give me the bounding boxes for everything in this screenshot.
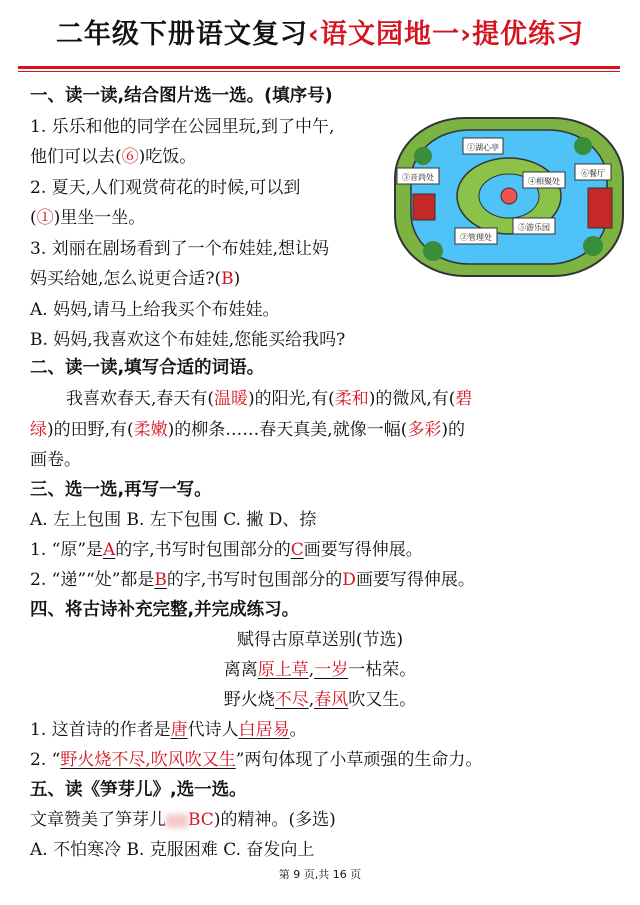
map-label: ④相聚处 [528,177,560,186]
answer: 野火烧不尽,吹风吹又生 [60,750,236,770]
title-sub: ‹语文园地一›提优练习 [307,19,585,50]
map-label: ②管理处 [460,233,492,242]
answer: ⑥ [121,147,139,167]
s2-line1: 我喜欢春天,春天有(温暖)的阳光,有(柔和)的微风,有(碧 [66,389,473,409]
answer: 碧 [455,389,473,409]
section-1-heading: 一、读一读,结合图片选一选。(填序号) [30,86,333,106]
s1-option-b: B. 妈妈,我喜欢这个布娃娃,您能买给我吗? [30,330,346,350]
answer: 不尽 [274,690,309,710]
s3-options: A. 左上包围 B. 左下包围 C. 撇 D、捺 [30,510,317,530]
s1-option-a: A. 妈妈,请马上给我买个布娃娃。 [30,300,280,320]
answer: 白居易 [238,720,290,740]
answer: ① [36,208,54,228]
answer: 春风 [314,690,349,710]
blurred-mark [166,814,188,828]
answer: B [221,269,234,289]
s3-q2: 2. “递”“处”都是B的字,书写时包围部分的D画要写得伸展。 [30,570,475,590]
answer: 多彩 [407,420,442,440]
s5-question: 文章赞美了笋芽儿 BC)的精神。(多选) [30,810,336,830]
section-5-heading: 五、读《笋芽儿》,选一选。 [30,780,247,800]
answer: 一岁 [314,660,349,680]
s4-q1: 1. 这首诗的作者是唐代诗人白居易。 [30,720,307,740]
poem-line-2: 野火烧不尽,春风吹又生。 [223,690,417,710]
map-label: ⑤游乐园 [518,223,550,232]
title-rule-thin [18,71,620,72]
s3-q1: 1. “原”是A的字,书写时包围部分的C画要写得伸展。 [30,540,423,560]
answer: C [290,540,304,560]
page-footer: 第 9 页,共 16 页 [278,868,362,881]
map-label: ⑥餐厅 [581,169,605,178]
map-label: ③音尚处 [402,173,434,182]
s4-q2: 2. “野火烧不尽,吹风吹又生”两句体现了小草顽强的生命力。 [30,750,483,770]
s2-line3: 画卷。 [30,450,81,470]
map-label: ①湖心亭 [467,143,499,152]
answer: B [154,570,167,590]
answer: 柔嫩 [133,420,168,440]
s1-q1-line2: 他们可以去(⑥)吃饭。 [30,147,197,167]
answer: 唐 [170,720,188,740]
answer: 柔和 [334,389,369,409]
s1-q1-line1: 1. 乐乐和他的同学在公园里玩,到了中午, [30,117,335,137]
s5-options: A. 不怕寒冷 B. 克服困难 C. 奋发向上 [30,840,315,860]
title-rule-thick [18,66,620,69]
section-3-heading: 三、选一选,再写一写。 [30,480,212,500]
s2-line2: 绿)的田野,有(柔嫩)的柳条……春天真美,就像一幅(多彩)的 [30,420,465,440]
answer: D [342,570,356,590]
section-4-heading: 四、将古诗补充完整,并完成练习。 [30,600,300,620]
section-2-heading: 二、读一读,填写合适的词语。 [30,358,265,378]
poem-title: 赋得古原草送别(节选) [236,630,404,650]
answer: A [103,540,116,560]
s1-q2-line2: (①)里坐一坐。 [30,208,146,228]
answer: 绿 [30,420,47,440]
s1-q3-line1: 3. 刘丽在剧场看到了一个布娃娃,想让妈 [30,239,330,259]
s1-q3-line2: 妈买给她,怎么说更合适?(B) [30,269,241,289]
answer: BC [188,810,214,830]
answer: 原上草 [257,660,309,680]
page-title [0,12,640,51]
park-map-illustration [393,116,625,278]
answer: 温暖 [214,389,249,409]
s1-q2-line1: 2. 夏天,人们观赏荷花的时候,可以到 [30,178,301,198]
title-main: 二年级下册语文复习 [55,19,308,50]
poem-line-1: 离离原上草,一岁一枯荣。 [223,660,417,680]
